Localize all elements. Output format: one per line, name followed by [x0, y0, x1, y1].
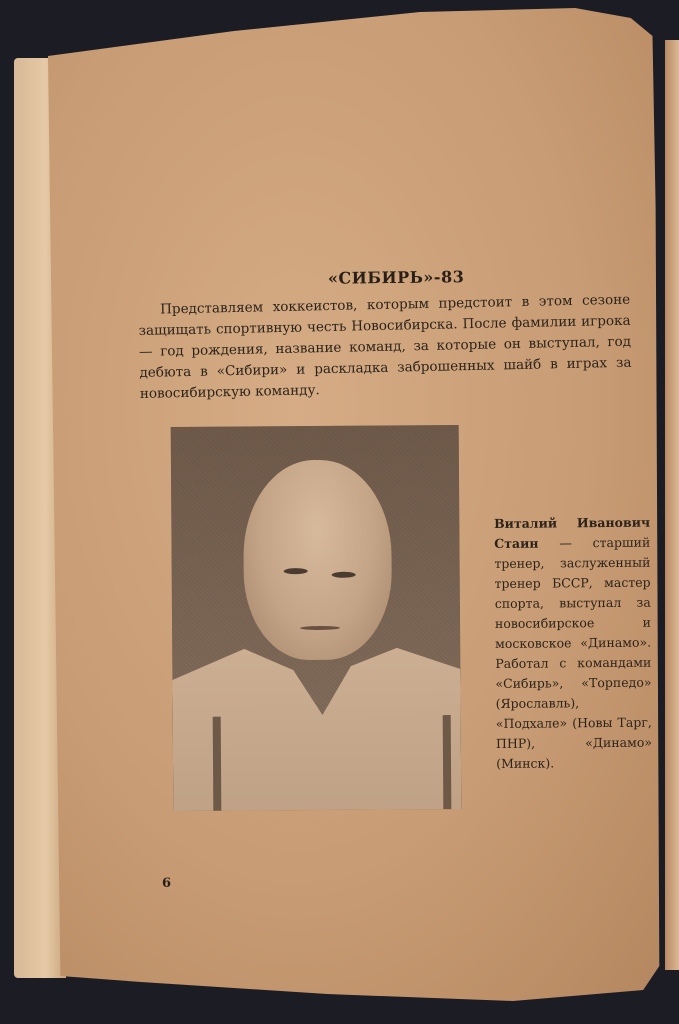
page-title: «СИБИРЬ»-83	[327, 267, 465, 288]
intro-paragraph: Представляем хоккеистов, которым предстоит в этом сезоне защищать спортивную честь Новосибирска. После фамилии игрока — год рождения, название команд, за которые он выступал, год дебюта в «Сибири» и раскладка заброшенных шайб в играх за новосибирскую команду.	[138, 291, 632, 402]
page-number: 6	[162, 876, 172, 891]
shirt-stripe	[443, 715, 452, 811]
coach-bio-text: — старший тренер, заслуженный тренер БССР, мастер спорта, выступал за новосибирское и московское «Динамо». Работал с командами «Сибирь», «Торпедо» (Ярославль), «Подхале» (Новы Тарг, ПНР), «Динамо» (Минск).	[494, 534, 653, 771]
shirt-stripe	[213, 717, 222, 811]
coach-name: Виталий Иванович Стаин	[494, 514, 651, 551]
coach-portrait-photo	[171, 425, 462, 811]
right-page-edge	[665, 40, 679, 970]
portrait-head	[243, 459, 392, 660]
coach-bio	[494, 513, 652, 774]
